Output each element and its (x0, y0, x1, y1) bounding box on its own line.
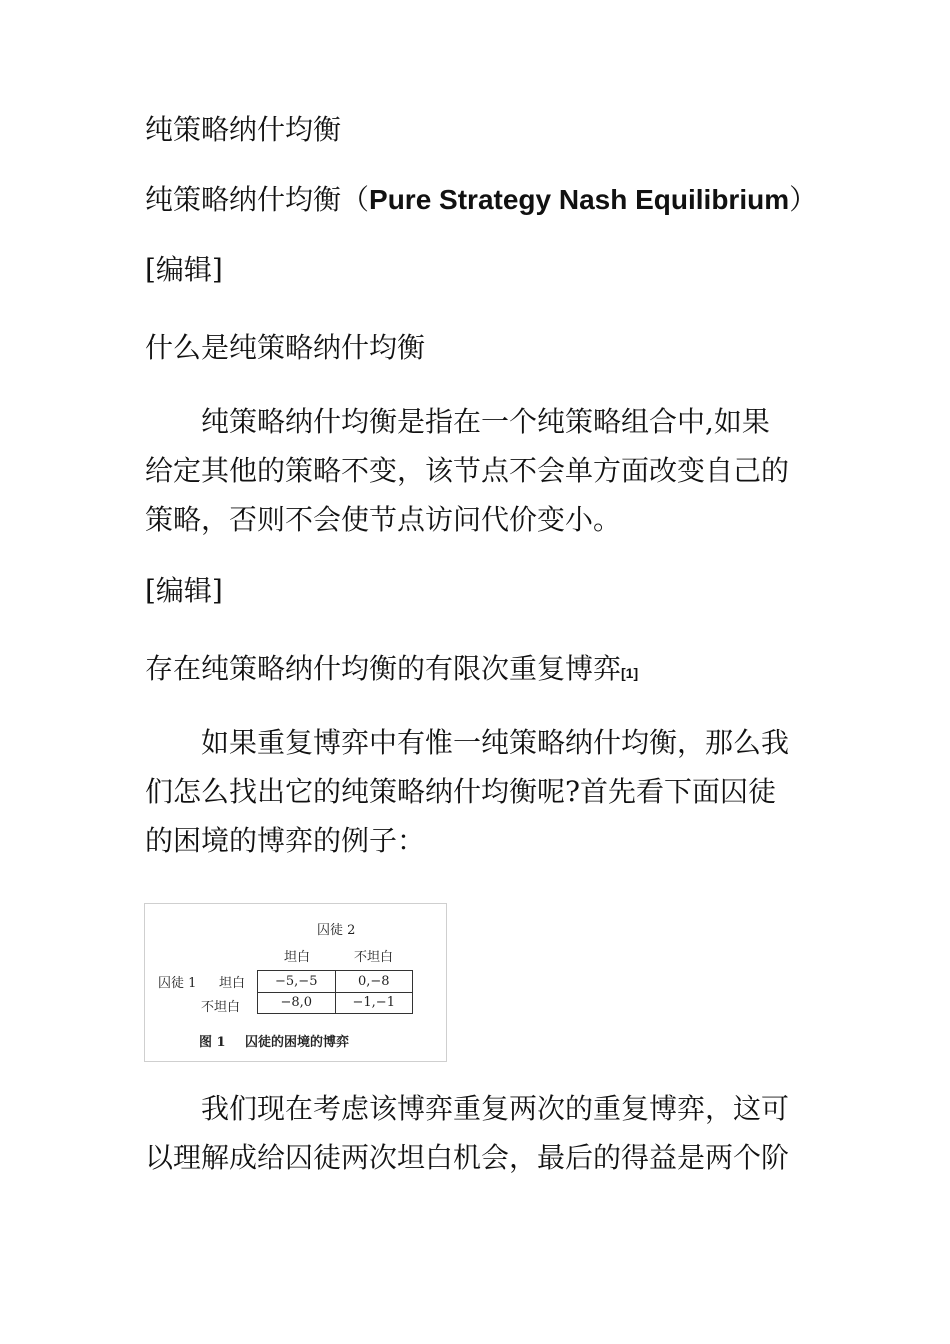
payoff-cell: 0,−8 (335, 971, 413, 993)
figure-caption-number: 图 1 (199, 1035, 226, 1050)
paragraph-line: 如果重复博弈中有惟一纯策略纳什均衡，那么我 (201, 726, 790, 759)
main-heading-cn: 纯策略纳什均衡（ (145, 183, 370, 216)
paragraph-line: 策略，否则不会使节点访问代价变小。 (145, 503, 622, 536)
figure-caption-text: 囚徒的困境的博弈 (245, 1035, 350, 1050)
column-header-not-confess: 不坦白 (354, 950, 394, 965)
section-heading-repeated-game: 存在纯策略纳什均衡的有限次重复博弈[1] (145, 652, 639, 685)
payoff-cell: −8,0 (258, 992, 336, 1014)
paragraph-repeated-twice (145, 1084, 805, 1182)
reference-link[interactable]: [1] (621, 665, 639, 681)
player2-label: 囚徒 2 (317, 923, 356, 938)
edit-link[interactable]: [编辑] (145, 253, 223, 286)
paragraph-line: 们怎么找出它的纯策略纳什均衡呢?首先看下面囚徒 (145, 775, 777, 808)
payoff-cell: −5,−5 (258, 971, 336, 993)
payoff-cell: −1,−1 (335, 992, 413, 1014)
row-header-confess: 坦白 (219, 976, 246, 991)
paragraph-line: 以理解成给囚徒两次坦白机会，最后的得益是两个阶 (145, 1141, 790, 1174)
section-heading-what-is: 什么是纯策略纳什均衡 (145, 331, 426, 364)
edit-link[interactable]: [编辑] (145, 574, 223, 607)
player1-label: 囚徒 1 (158, 976, 197, 991)
main-heading-close: ） (789, 183, 818, 216)
paragraph-intro-example (145, 718, 805, 865)
page-title: 纯策略纳什均衡 (145, 113, 342, 146)
main-heading (145, 184, 817, 216)
paragraph-line: 我们现在考虑该博弈重复两次的重复博弈，这可 (201, 1092, 790, 1125)
main-heading-en: Pure Strategy Nash Equilibrium (369, 184, 790, 215)
table-row (258, 971, 413, 993)
table-row (258, 992, 413, 1014)
paragraph-line: 给定其他的策略不变，该节点不会单方面改变自己的 (145, 454, 790, 487)
paragraph-line: 纯策略纳什均衡是指在一个纯策略组合中,如果 (201, 405, 770, 438)
paragraph-definition (145, 397, 805, 544)
row-header-not-confess: 不坦白 (201, 1000, 241, 1015)
payoff-matrix (257, 970, 413, 1014)
prisoners-dilemma-figure (144, 903, 447, 1062)
column-header-confess: 坦白 (284, 950, 311, 965)
paragraph-line: 的困境的博弈的例子： (145, 824, 426, 857)
